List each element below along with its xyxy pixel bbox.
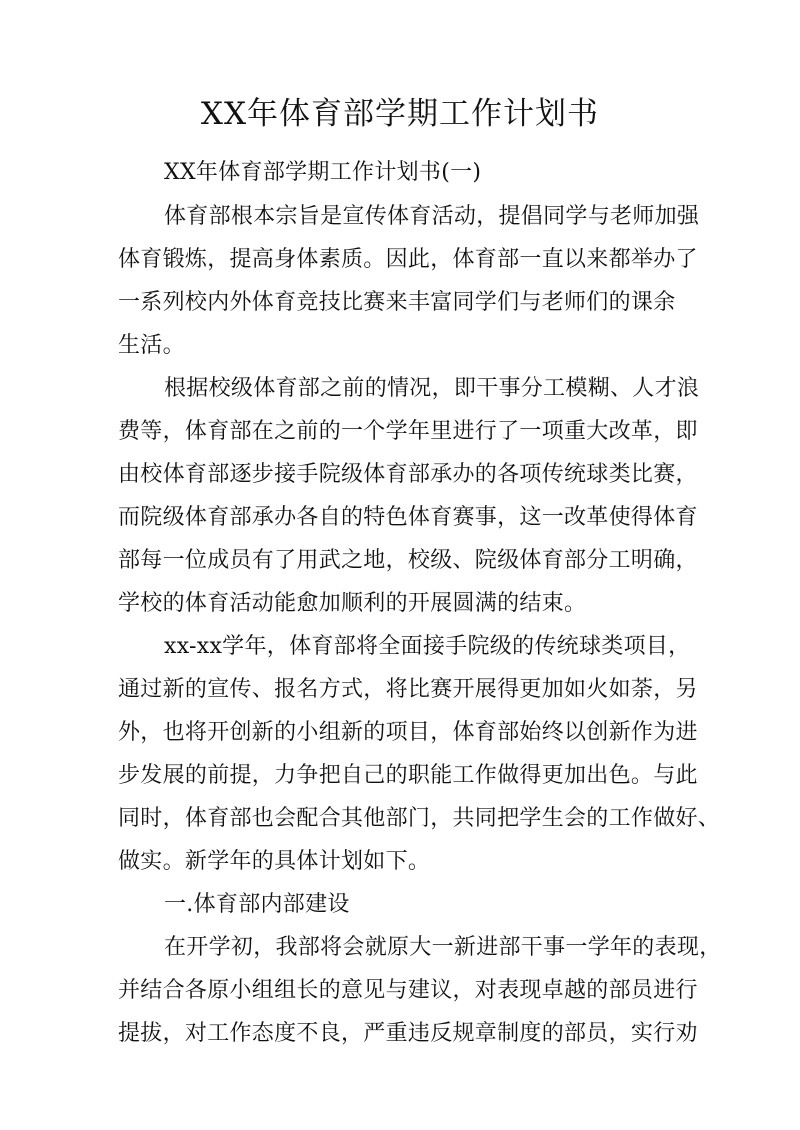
paragraph-line: 由校体育部逐步接手院级体育部承办的各项传统球类比赛，: [118, 462, 698, 487]
paragraph-line: 通过新的宣传、报名方式，将比赛开展得更加如火如荼，另: [118, 677, 698, 702]
document-title: XX年体育部学期工作计划书: [200, 96, 600, 132]
paragraph-line: 而院级体育部承办各自的特色体育赛事，这一改革使得体育: [118, 505, 698, 530]
paragraph-line: 提拔，对工作态度不良，严重违反规章制度的部员，实行劝: [118, 1021, 698, 1046]
paragraph-line: 体育部根本宗旨是宣传体育活动，提倡同学与老师加强: [164, 204, 700, 229]
subtitle-line: XX年体育部学期工作计划书(一): [164, 160, 482, 185]
paragraph-line: 费等，体育部在之前的一个学年里进行了一项重大改革，即: [118, 419, 698, 444]
paragraph-line: 生活。: [118, 333, 185, 358]
section-heading: 一.体育部内部建设: [164, 892, 350, 917]
paragraph-line: 同时，体育部也会配合其他部门，共同把学生会的工作做好、: [118, 806, 721, 831]
paragraph-line: 体育锻炼，提高身体素质。因此，体育部一直以来都举办了: [118, 247, 698, 272]
paragraph-line: 外，也将开创新的小组新的项目，体育部始终以创新作为进: [118, 720, 698, 745]
paragraph-line: 学校的体育活动能愈加顺利的开展圆满的结束。: [118, 591, 587, 616]
paragraph-line: xx-xx学年，体育部将全面接手院级的传统球类项目，: [164, 634, 691, 659]
paragraph-line: 在开学初，我部将会就原大一新进部干事一学年的表现，: [164, 935, 722, 960]
paragraph-line: 并结合各原小组组长的意见与建议，对表现卓越的部员进行: [118, 978, 698, 1003]
paragraph-line: 部每一位成员有了用武之地，校级、院级体育部分工明确，: [118, 548, 698, 573]
paragraph-line: 做实。新学年的具体计划如下。: [118, 849, 431, 874]
paragraph-line: 步发展的前提，力争把自己的职能工作做得更加出色。与此: [118, 763, 698, 788]
paragraph-line: 一系列校内外体育竞技比赛来丰富同学们与老师们的课余: [118, 290, 676, 315]
paragraph-line: 根据校级体育部之前的情况，即干事分工模糊、人才浪: [164, 376, 700, 401]
